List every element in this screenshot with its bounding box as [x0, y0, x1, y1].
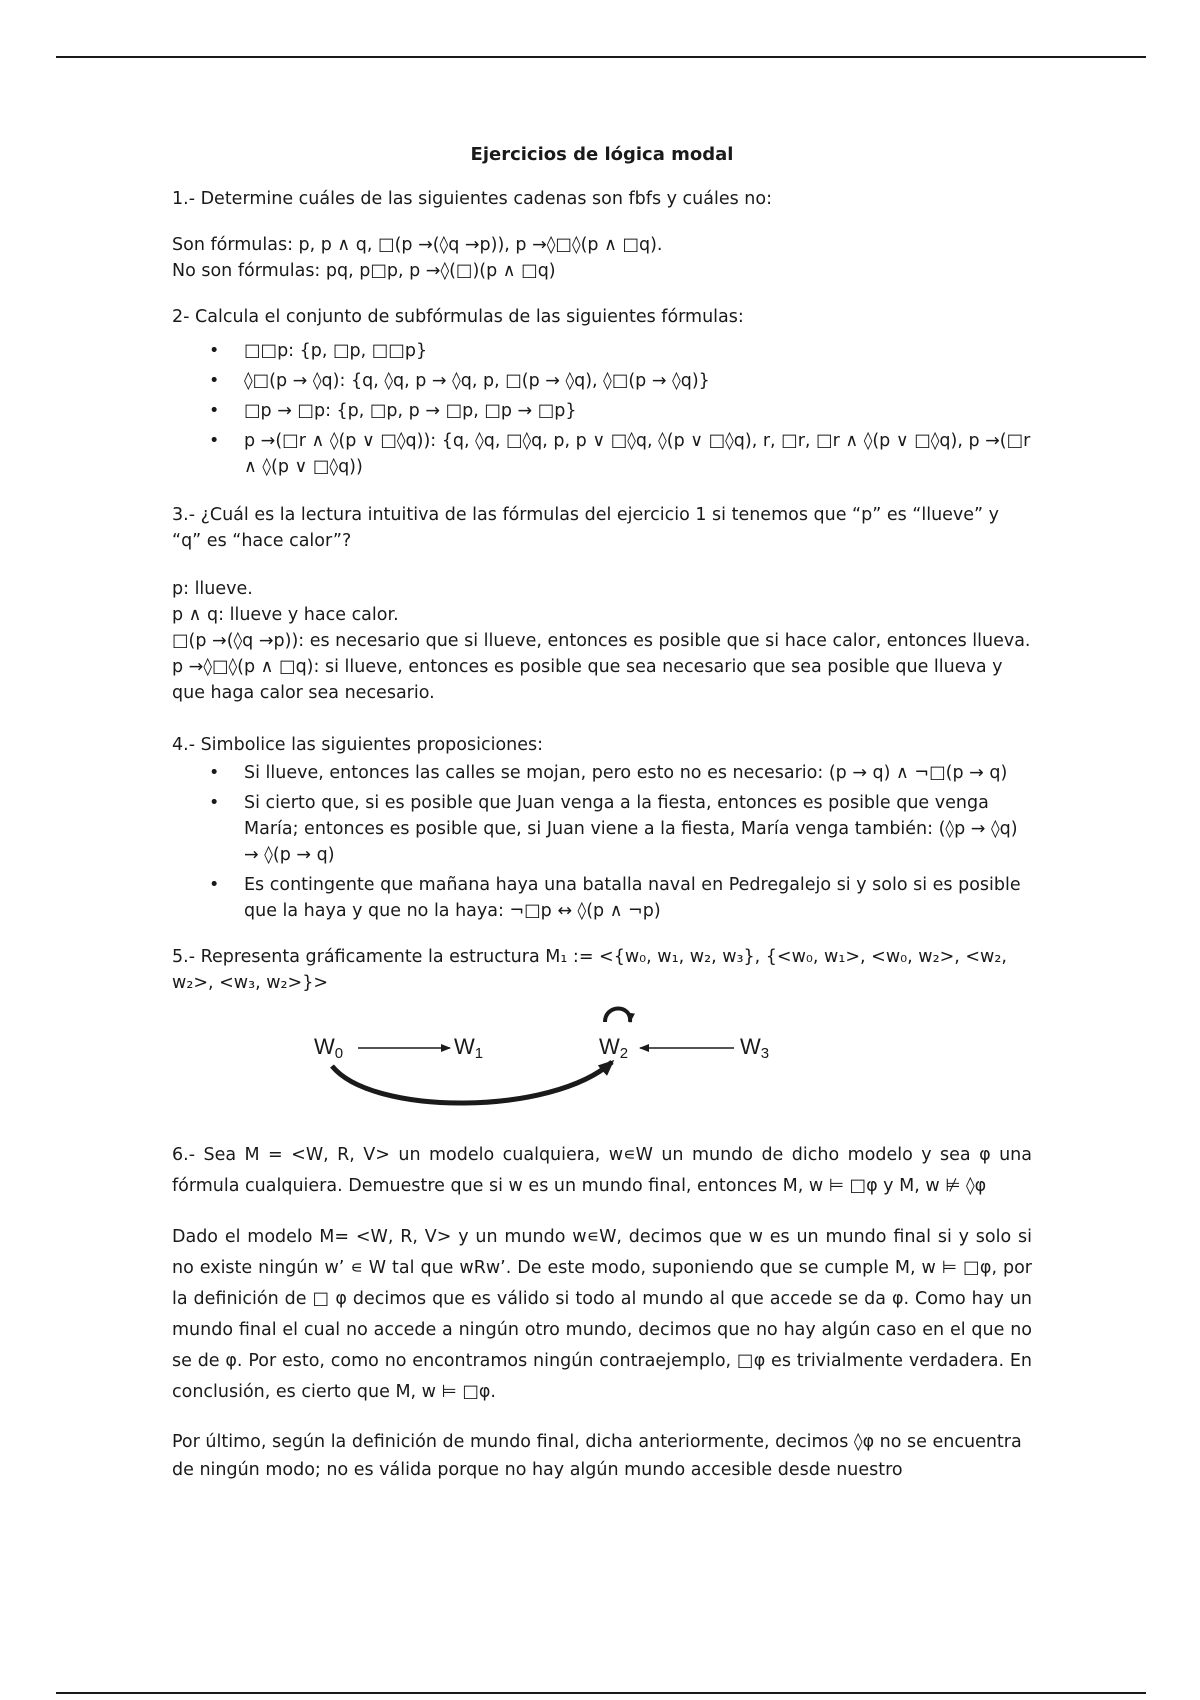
exercise-6-question: 6.- Sea M = <W, R, V> un modelo cualquiera, w∊W un mundo de dicho modelo y sea φ una fórmula cualquiera. Demuestre que si w es un mundo final, entonces M, w ⊨ □φ y M, w ⊭ ◊φ: [172, 1145, 1032, 1196]
exercise-6-answer-paragraph-2: Por último, según la definición de mundo final, dicha anteriormente, decimos ◊φ no se encuentra de ningún modo; no es válida porque no hay algún mundo accesible desde nuestro: [172, 1432, 1022, 1480]
list-item: • Es contingente que mañana haya una batalla naval en Pedregalejo si y solo si es posible que la haya y que no la haya: ¬□p ↔ ◊(p ∧ ¬p): [244, 872, 1032, 924]
world-node-w2: W2: [599, 1034, 629, 1062]
exercise-3-line: p: llueve.: [172, 579, 253, 599]
frame-graph: [172, 998, 1032, 1134]
exercise-1-invalid-formulas: No son fórmulas: pq, p□p, p →◊(□)(p ∧ □q): [172, 261, 556, 281]
exercise-3-line: p ∧ q: llueve y hace calor.: [172, 605, 399, 625]
edge-w0-w2: [332, 1062, 612, 1103]
exercise-5-question: 5.- Representa gráficamente la estructura M₁ := <{w₀, w₁, w₂, w₃}, {<w₀, w₁>, <w₀, w₂>, <w₂, w₂>, <w₃, w₂>}>: [172, 947, 1007, 993]
list-item: • ◊□(p → ◊q): {q, ◊q, p → ◊q, p, □(p → ◊q), ◊□(p → ◊q)}: [244, 368, 1032, 394]
header-rule: [56, 56, 1146, 58]
edge-w2-w2-loop: [605, 1009, 630, 1023]
exercise-2-list: [172, 338, 1032, 480]
list-item: • Si llueve, entonces las calles se mojan, pero esto no es necesario: (p → q) ∧ ¬□(p → q): [244, 760, 1032, 786]
document-body: [172, 142, 1032, 1484]
footer-rule: [56, 1692, 1146, 1694]
kripke-frame-diagram: [172, 998, 1032, 1134]
exercise-1-valid-formulas: Son fórmulas: p, p ∧ q, □(p →(◊q →p)), p →◊□◊(p ∧ □q).: [172, 235, 663, 255]
list-item: • □□p: {p, □p, □□p}: [244, 338, 1032, 364]
exercise-6-answer-paragraph-1: Dado el modelo M= <W, R, V> y un mundo w∊W, decimos que w es un mundo final si y solo si no existe ningún w’ ∊ W tal que wRw’. De este modo, suponiendo que se cumple M, w ⊨ □φ, por la definición de □ φ decimos que es válido si todo al mundo al que accede se da φ. Como hay un mundo final el cual no accede a ningún otro mundo, decimos que no hay algún caso en el que no se de φ. Por esto, como no encontramos ningún contraejemplo, □φ es trivialmente verdadera. En conclusión, es cierto que M, w ⊨ □φ.: [172, 1227, 1032, 1402]
exercise-3-line: p →◊□◊(p ∧ □q): si llueve, entonces es posible que sea necesario que sea posible que llueva y que haga calor sea necesario.: [172, 657, 1003, 703]
exercise-4-question: 4.- Simbolice las siguientes proposiciones:: [172, 735, 544, 755]
exercise-3-question: 3.- ¿Cuál es la lectura intuitiva de las fórmulas del ejercicio 1 si tenemos que “p” es “llueve” y “q” es “hace calor”?: [172, 505, 1000, 551]
exercise-4-list: [172, 760, 1032, 924]
exercise-1-question: 1.- Determine cuáles de las siguientes cadenas son fbfs y cuáles no:: [172, 189, 772, 209]
world-node-w1: W1: [454, 1034, 484, 1062]
list-item: • □p → □p: {p, □p, p → □p, □p → □p}: [244, 398, 1032, 424]
world-node-w3: W3: [740, 1034, 770, 1062]
list-item: • p →(□r ∧ ◊(p ∨ □◊q)): {q, ◊q, □◊q, p, p ∨ □◊q, ◊(p ∨ □◊q), r, □r, □r ∧ ◊(p ∨ □◊q), p →(□r ∧ ◊(p ∨ □◊q)): [244, 428, 1032, 480]
document-title: Ejercicios de lógica modal: [470, 144, 734, 165]
exercise-2-question: 2- Calcula el conjunto de subfórmulas de las siguientes fórmulas:: [172, 307, 744, 327]
world-node-w0: W0: [314, 1034, 344, 1062]
exercise-3-line: □(p →(◊q →p)): es necesario que si llueve, entonces es posible que si hace calor, entonces llueva.: [172, 631, 1031, 651]
list-item: • Si cierto que, si es posible que Juan venga a la fiesta, entonces es posible que venga María; entonces es posible que, si Juan viene a la fiesta, María venga también: (◊p → ◊q) → ◊(p → q): [244, 790, 1032, 868]
